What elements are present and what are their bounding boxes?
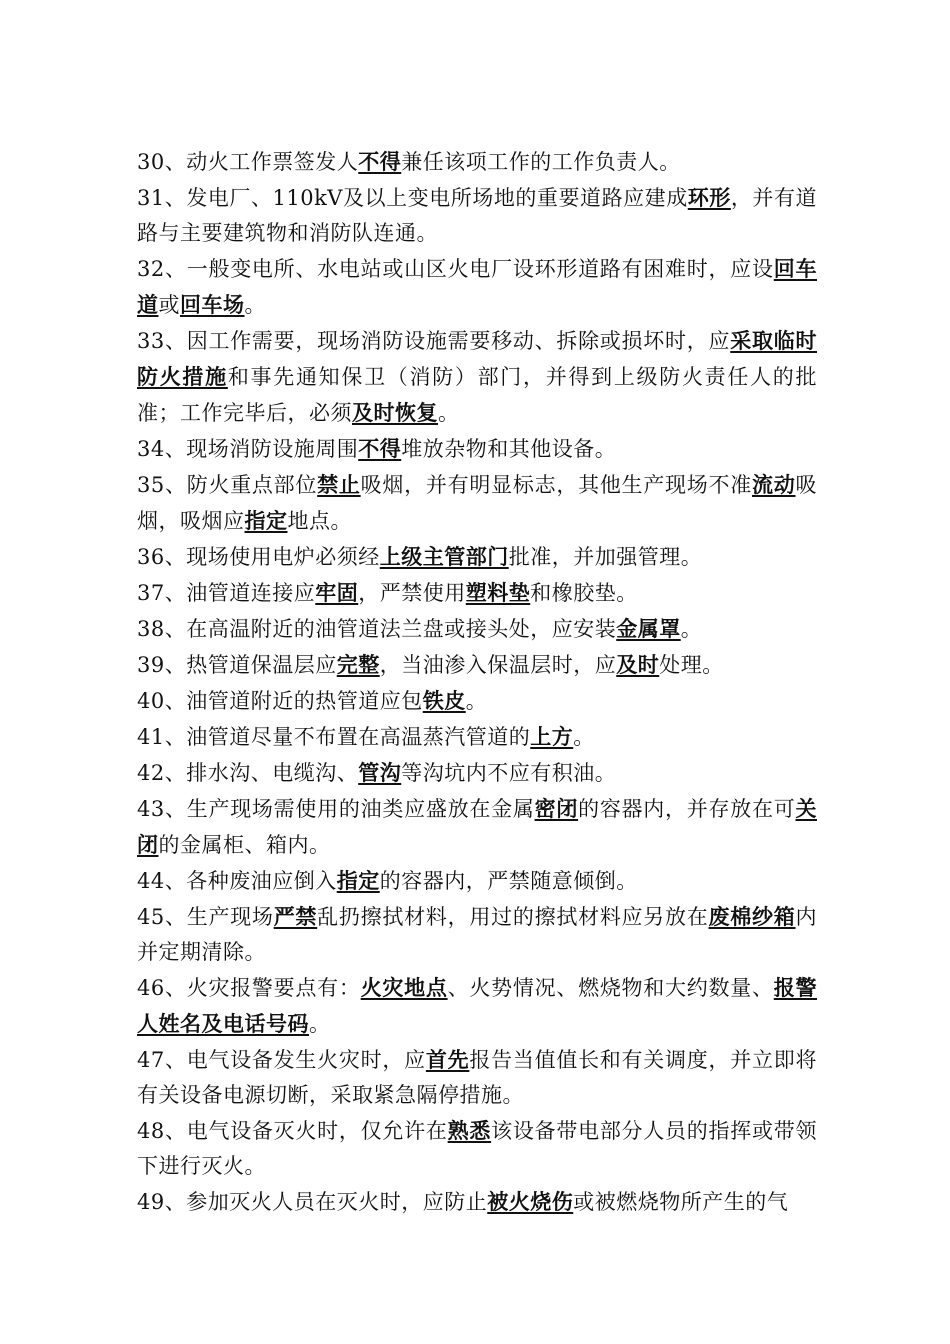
item-text: 40、油管道附近的热管道应包	[137, 689, 423, 713]
answer-text: 铁皮	[422, 688, 466, 713]
item-text: 。	[465, 689, 488, 713]
answer-text: 管沟	[358, 760, 402, 785]
list-item-34	[137, 431, 817, 467]
answer-text: 上级主管部门	[379, 544, 509, 569]
item-text: 30、动火工作票签发人	[137, 150, 359, 174]
list-item-35	[137, 467, 817, 539]
answer-text: 关闭	[137, 796, 817, 857]
answer-text: 上方	[530, 724, 574, 749]
answer-text: 金属罩	[616, 616, 681, 641]
item-text: 45、生产现场	[137, 905, 274, 929]
item-text: 或被燃烧物所产生的气	[573, 1190, 789, 1214]
list-item-43	[137, 791, 817, 863]
item-text: 39、热管道保温层应	[137, 653, 337, 677]
item-text: 地点。	[287, 509, 352, 533]
answer-text: 指定	[244, 508, 288, 533]
answer-text: 回车道	[137, 256, 817, 317]
item-text: 等沟坑内不应有积油。	[401, 761, 617, 785]
list-item-41	[137, 719, 817, 755]
item-text: 35、防火重点部位	[137, 473, 318, 497]
item-text: 33、因工作需要，现场消防设施需要移动、拆除或损坏时，应	[137, 329, 731, 353]
item-text: 处理。	[659, 653, 724, 677]
item-text: 兼任该项工作的工作负责人。	[401, 150, 681, 174]
answer-text: 完整	[336, 652, 380, 677]
item-text: 。	[244, 293, 266, 317]
item-text: 32、一般变电所、水电站或山区火电厂设环形道路有困难时，应设	[137, 257, 774, 281]
item-text: 、火势情况、燃烧物和大约数量、	[447, 976, 774, 1000]
answer-text: 牢固	[315, 580, 359, 605]
answer-text: 火灾地点	[360, 975, 448, 1000]
list-item-45	[137, 899, 817, 970]
item-text: 报告当值值长和有关调度，并立即将有关设备电源切断，采取紧急隔停措施。	[137, 1048, 817, 1107]
item-text: 。	[438, 401, 460, 425]
item-text: 48、电气设备灭火时，仅允许在	[137, 1119, 448, 1143]
answer-text: 首先	[425, 1047, 470, 1072]
list-item-32	[137, 251, 817, 323]
list-item-36	[137, 539, 817, 575]
item-text: 乱扔擦拭材料，用过的擦拭材料应另放在	[317, 905, 709, 929]
item-text: 堆放杂物和其他设备。	[401, 437, 617, 461]
answer-text: 流动	[752, 472, 796, 497]
item-text: 37、油管道连接应	[137, 581, 316, 605]
item-text: 吸烟，并有明显标志，其他生产现场不准	[360, 473, 753, 497]
item-text: 吸烟，吸烟应	[137, 473, 817, 533]
item-text: 36、现场使用电炉必须经	[137, 545, 380, 569]
item-text: 内并定期清除。	[137, 905, 817, 964]
item-text: 43、生产现场需使用的油类应盛放在金属	[137, 797, 535, 821]
answer-text: 不得	[358, 436, 402, 461]
list-item-38	[137, 611, 817, 647]
list-item-30	[137, 144, 817, 180]
list-item-42	[137, 755, 817, 791]
answer-text: 及时恢复	[352, 400, 438, 425]
item-text: 41、油管道尽量不布置在高温蒸汽管道的	[137, 725, 531, 749]
item-text: 42、排水沟、电缆沟、	[137, 761, 359, 785]
answer-text: 采取临时防火措施	[137, 328, 817, 389]
list-item-46	[137, 970, 817, 1042]
item-text: 。	[309, 1012, 331, 1036]
list-item-40	[137, 683, 817, 719]
item-text: 47、电气设备发生火灾时，应	[137, 1048, 426, 1072]
item-text: ，严禁使用	[358, 581, 466, 605]
item-text: 49、参加灭火人员在灭火时，应防止	[137, 1190, 488, 1214]
list-item-37	[137, 575, 817, 611]
answer-text: 及时	[616, 652, 660, 677]
item-text: ，当油渗入保温层时，应	[379, 653, 617, 677]
answer-text: 密闭	[534, 796, 579, 821]
answer-text: 回车场	[180, 292, 245, 317]
list-item-49	[137, 1184, 817, 1220]
item-text: 的容器内，并存放在可	[578, 797, 796, 821]
list-item-39	[137, 647, 817, 683]
list-item-48	[137, 1113, 817, 1184]
answer-text: 报警人姓名及电话号码	[137, 975, 818, 1036]
item-text: 和事先通知保卫（消防）部门，并得到上级防火责任人的批准；工作完毕后，必须	[137, 365, 817, 425]
list-item-47	[137, 1042, 817, 1113]
list-item-33	[137, 323, 817, 431]
item-text: 。	[680, 617, 703, 641]
list-item-31	[137, 180, 817, 251]
answer-text: 指定	[336, 868, 380, 893]
item-text: 。	[573, 725, 595, 749]
answer-text: 严禁	[273, 904, 318, 929]
item-text: 该设备带电部分人员的指挥或带领下进行灭火。	[137, 1119, 817, 1178]
item-text: 46、火灾报警要点有：	[137, 976, 361, 1000]
list-item-44	[137, 863, 817, 899]
answer-text: 废棉纱箱	[708, 904, 796, 929]
item-text: 34、现场消防设施周围	[137, 437, 359, 461]
answer-text: 熟悉	[447, 1118, 492, 1143]
item-text: 或	[158, 293, 180, 317]
document-body	[137, 144, 817, 1220]
item-text: 44、各种废油应倒入	[137, 869, 337, 893]
item-text: 31、发电厂、110kV及以上变电所场地的重要道路应建成	[137, 186, 688, 210]
answer-text: 被火烧伤	[487, 1189, 574, 1214]
item-text: 的金属柜、箱内。	[158, 833, 331, 857]
item-text: 38、在高温附近的油管道法兰盘或接头处，应安装	[137, 617, 617, 641]
answer-text: 环形	[687, 185, 731, 210]
answer-text: 不得	[358, 149, 402, 174]
answer-text: 塑料垫	[465, 580, 531, 605]
item-text: ，并有道路与主要建筑物和消防队连通。	[137, 186, 817, 245]
item-text: 的容器内，严禁随意倾倒。	[379, 869, 638, 893]
item-text: 批准，并加强管理。	[508, 545, 703, 569]
answer-text: 禁止	[317, 472, 361, 497]
item-text: 和橡胶垫。	[530, 581, 638, 605]
